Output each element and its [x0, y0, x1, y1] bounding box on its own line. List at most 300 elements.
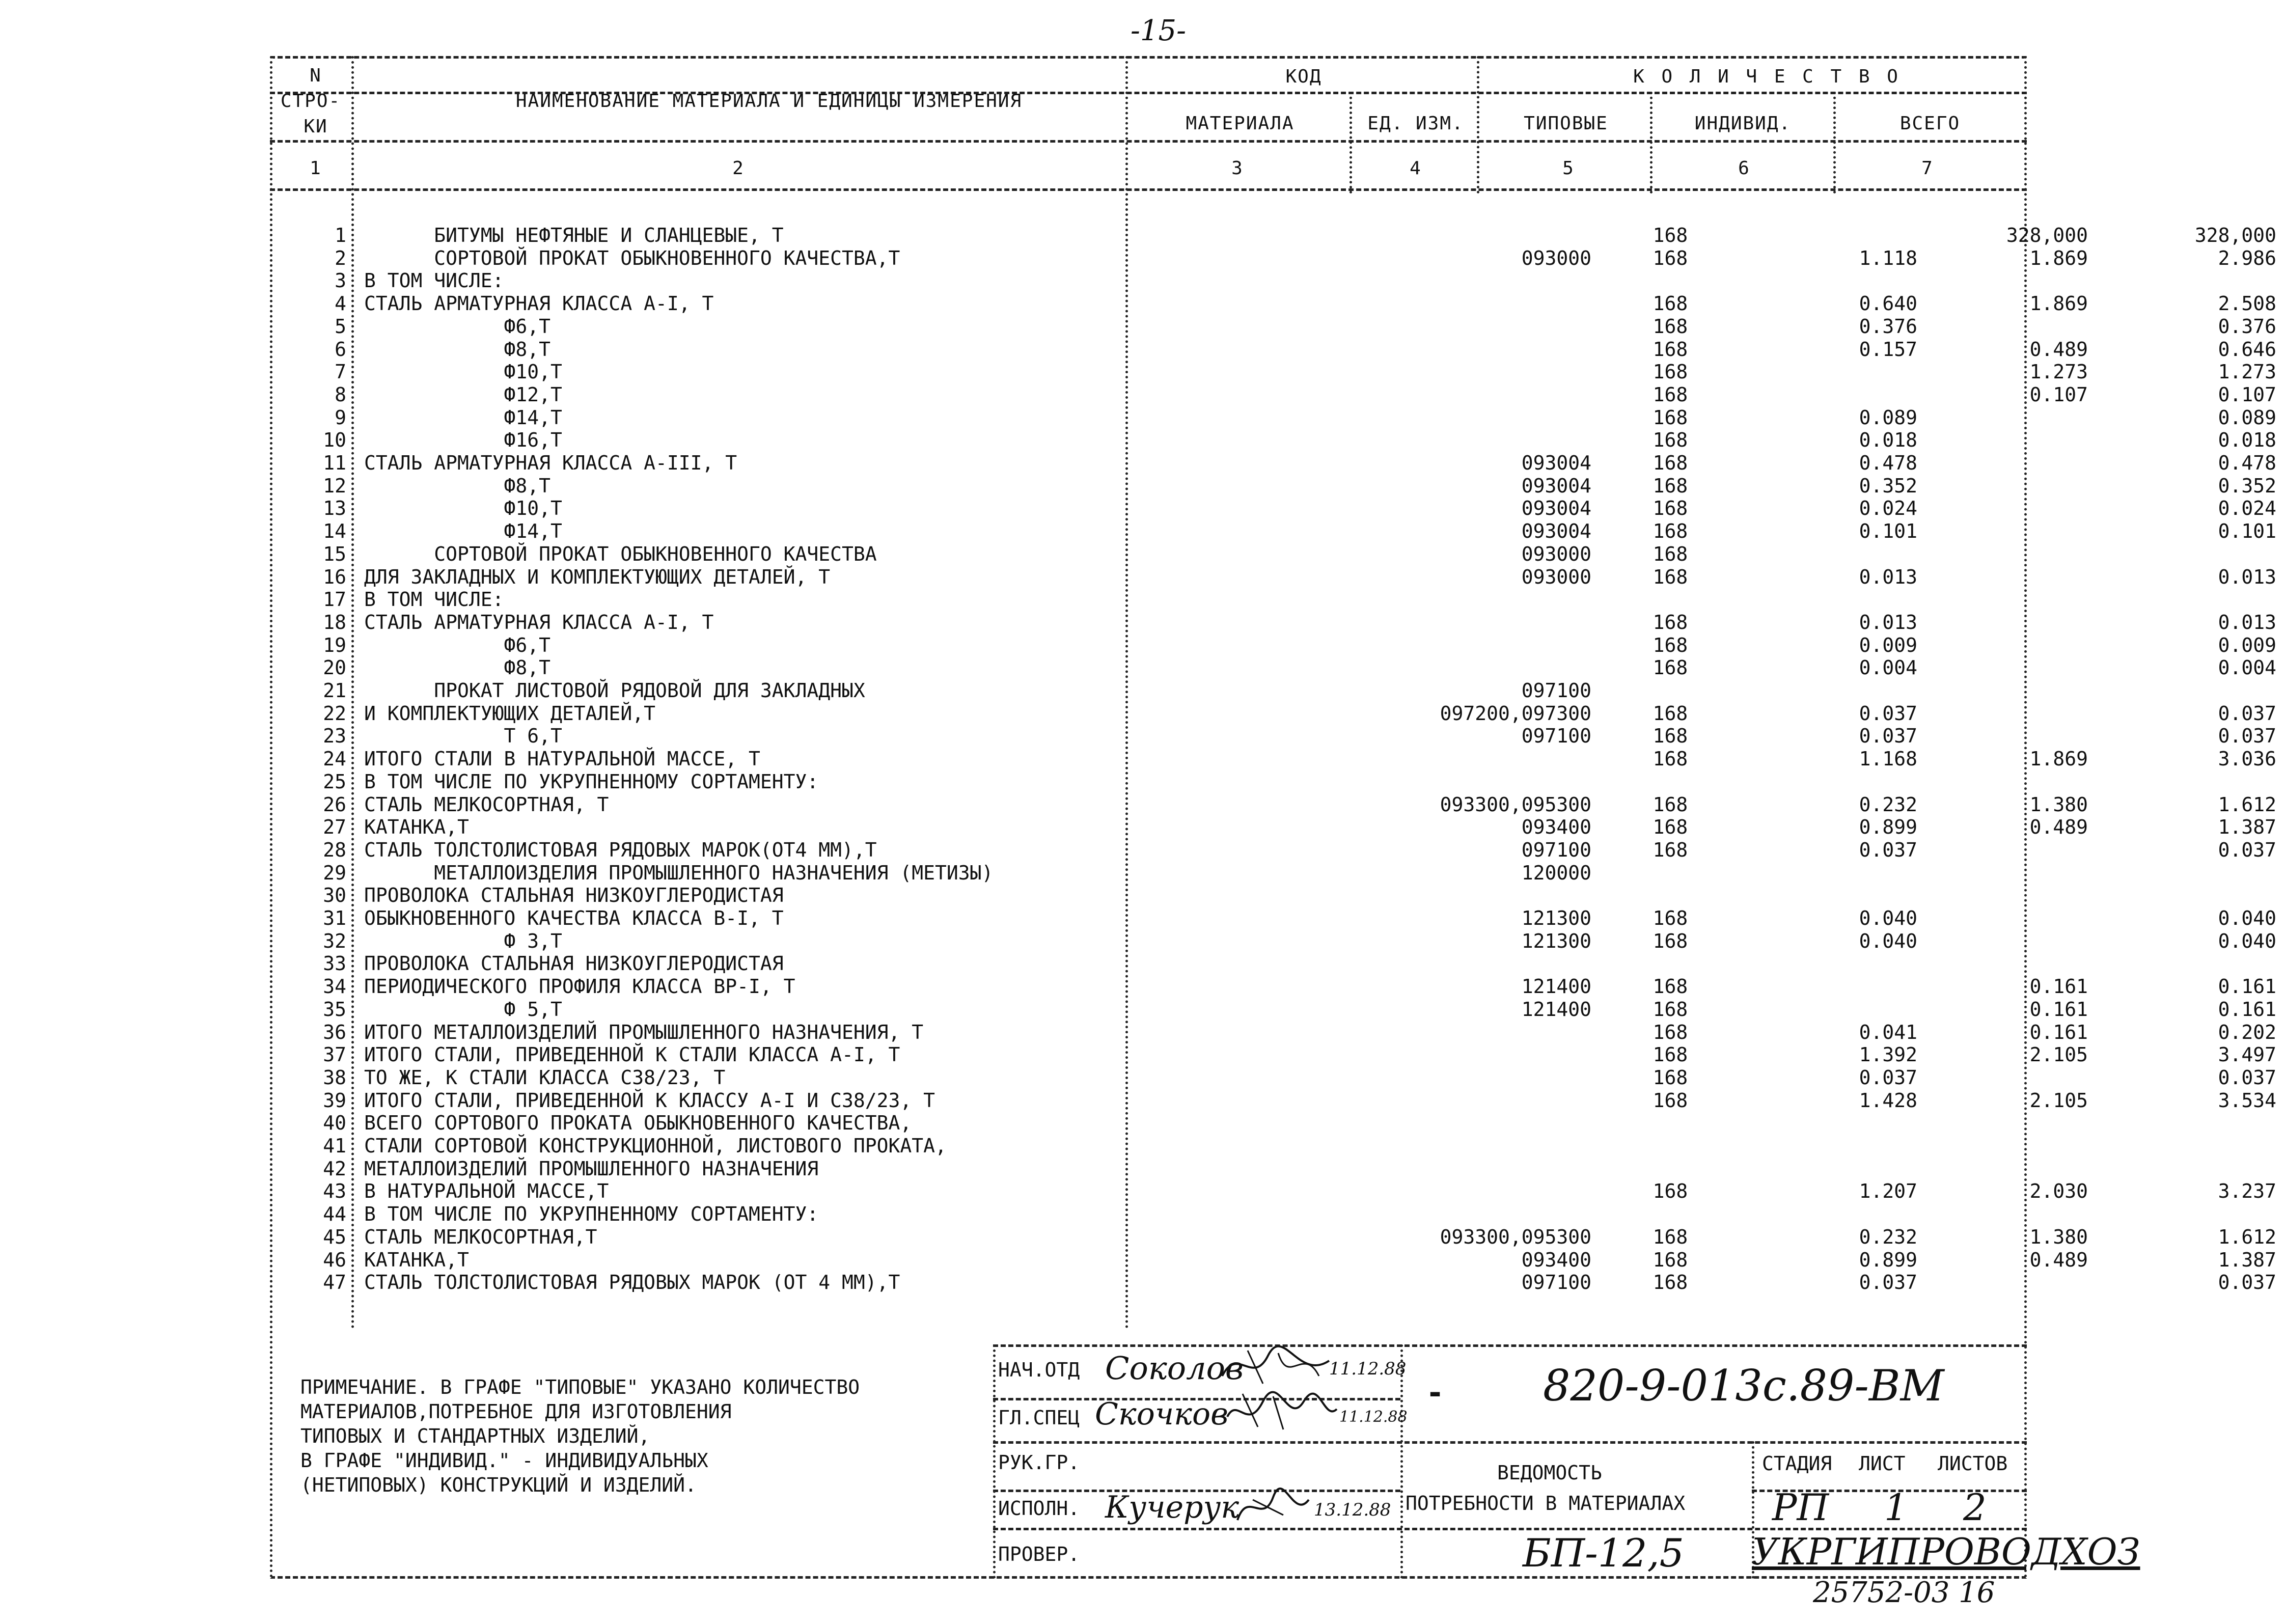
row-number: 31	[323, 907, 346, 929]
row-number: 42	[323, 1157, 346, 1180]
row-name: ОБЫКНОВЕННОГО КАЧЕСТВА КЛАССА В-I, Т	[364, 907, 784, 929]
stamp-rule-top	[993, 1344, 2027, 1347]
row-name: В ТОМ ЧИСЛЕ ПО УКРУПНЕННОМУ СОРТАМЕНТУ:	[364, 770, 819, 793]
row-material-code: 097100	[1521, 1271, 1591, 1294]
row-number: 13	[323, 497, 346, 520]
stamp-role-head: НАЧ.ОТД	[998, 1359, 1080, 1381]
row-name: Ф8,Т	[364, 656, 551, 679]
row-qty-typical: 0.089	[1859, 406, 1917, 429]
row-unit-code: 168	[1652, 1225, 1688, 1248]
row-number: 29	[323, 861, 346, 884]
row-number: 5	[335, 315, 346, 338]
row-material-code: 121400	[1521, 998, 1591, 1021]
row-number: 15	[323, 542, 346, 565]
row-name: СТАЛЬ МЕЛКОСОРТНАЯ,Т	[364, 1225, 597, 1248]
table-row	[270, 952, 2027, 975]
row-name: СТАЛЬ ТОЛСТОЛИСТОВАЯ РЯДОВЫХ МАРОК (ОТ 4 ММ),Т	[364, 1271, 900, 1294]
table-row	[270, 998, 2276, 1021]
table-row	[270, 611, 2276, 634]
row-qty-total: 3.497	[2218, 1043, 2276, 1066]
row-qty-total: 0.037	[2218, 702, 2276, 725]
row-unit-code: 168	[1652, 929, 1688, 952]
row-qty-typical: 1.392	[1859, 1043, 1917, 1066]
row-unit-code: 168	[1652, 656, 1688, 679]
table-row	[270, 406, 2276, 429]
row-number: 25	[323, 770, 346, 793]
row-name: СТАЛЬ АРМАТУРНАЯ КЛАССА А-I, Т	[364, 292, 714, 315]
row-qty-individual: 0.161	[2029, 998, 2088, 1021]
header-qty-typical: ТИПОВЫЕ	[1524, 113, 1608, 134]
row-name: Ф 3,Т	[364, 929, 562, 952]
signature-head	[1217, 1340, 1334, 1391]
row-qty-typical: 0.024	[1859, 497, 1917, 520]
stamp-stage-label: СТАДИЯ	[1762, 1452, 1832, 1475]
row-name: ДЛЯ ЗАКЛАДНЫХ И КОМПЛЕКТУЮЩИХ ДЕТАЛЕЙ, Т	[364, 565, 831, 588]
row-number: 20	[323, 656, 346, 679]
row-qty-individual: 0.489	[2029, 816, 2088, 839]
row-name: Ф 5,Т	[364, 998, 562, 1021]
row-qty-typical: 0.009	[1859, 634, 1917, 656]
row-qty-individual: 1.273	[2029, 361, 2088, 383]
stamp-title-line2: ПОТРЕБНОСТИ В МАТЕРИАЛАХ	[1406, 1492, 1686, 1515]
table-row	[270, 884, 2027, 906]
row-number: 27	[323, 816, 346, 839]
row-material-code: 097100	[1521, 838, 1591, 861]
table-row	[270, 656, 2276, 679]
stamp-sheet-label: ЛИСТ	[1859, 1452, 1906, 1475]
header-colnum-7: 7	[1921, 158, 1934, 179]
stamp-role-executor: ИСПОЛН.	[998, 1497, 1080, 1520]
table-row	[270, 793, 2276, 816]
divider-after-unit	[1477, 56, 1479, 194]
page-number: -15-	[1131, 14, 1187, 47]
stamp-stage-value: РП	[1772, 1486, 1829, 1529]
header-code: КОД	[1285, 66, 1322, 87]
row-qty-typical: 0.037	[1859, 1271, 1917, 1294]
table-row	[270, 862, 2027, 884]
row-qty-typical: 0.232	[1859, 1225, 1917, 1248]
row-name: Ф10,Т	[364, 361, 562, 383]
stamp-rule-2	[993, 1441, 2027, 1444]
stamp-name-head: Соколов	[1105, 1350, 1244, 1387]
row-name: ИТОГО СТАЛИ, ПРИВЕДЕННОЙ К СТАЛИ КЛАССА А-I, Т	[364, 1043, 900, 1066]
table-row	[270, 702, 2276, 725]
table-row	[270, 907, 2276, 929]
table-row	[270, 1248, 2276, 1271]
table-row	[270, 1225, 2276, 1248]
row-qty-typical: 1.207	[1859, 1180, 1917, 1203]
stamp-role-checker: ПРОВЕР.	[998, 1543, 1080, 1565]
row-number: 22	[323, 702, 346, 725]
stamp-name-chief: Скочков	[1095, 1396, 1229, 1432]
row-material-code: 093004	[1521, 452, 1591, 474]
table-row	[270, 383, 2276, 406]
stamp-role-group: РУК.ГР.	[998, 1451, 1080, 1474]
header-colnum-1: 1	[310, 158, 322, 179]
row-qty-typical: 0.040	[1859, 929, 1917, 952]
row-unit-code: 168	[1652, 1248, 1688, 1271]
row-number: 21	[323, 679, 346, 702]
row-qty-typical: 0.013	[1859, 565, 1917, 588]
row-qty-total: 0.202	[2218, 1021, 2276, 1043]
row-number: 12	[323, 474, 346, 497]
row-name: Ф8,Т	[364, 474, 551, 497]
row-unit-code: 168	[1652, 383, 1688, 406]
row-name: Ф14,Т	[364, 520, 562, 543]
table-row	[270, 588, 2027, 611]
row-unit-code: 168	[1652, 838, 1688, 861]
header-stro: СТРО-	[280, 91, 341, 112]
table-row	[270, 1135, 2027, 1157]
row-unit-code: 168	[1652, 748, 1688, 770]
row-qty-total: 1.612	[2218, 1225, 2276, 1248]
table-row	[270, 429, 2276, 452]
signature-executor	[1232, 1484, 1314, 1530]
document-code: 820-9-013с.89-ВМ	[1543, 1361, 1944, 1411]
row-material-code: 121300	[1521, 929, 1591, 952]
row-name: ПЕРИОДИЧЕСКОГО ПРОФИЛЯ КЛАССА ВР-I, Т	[364, 975, 795, 998]
row-qty-total: 0.018	[2218, 429, 2276, 452]
row-unit-code: 168	[1652, 702, 1688, 725]
row-qty-total: 3.534	[2218, 1089, 2276, 1112]
row-material-code: 093400	[1521, 1248, 1591, 1271]
header-rule-bottom	[270, 140, 2027, 143]
row-qty-total: 1.612	[2218, 793, 2276, 816]
header-name: НАИМЕНОВАНИЕ МАТЕРИАЛА И ЕДИНИЦЫ ИЗМЕРЕНИЯ	[515, 91, 1023, 112]
table-row	[270, 338, 2276, 361]
signature-chief	[1222, 1386, 1339, 1437]
row-qty-typical: 1.168	[1859, 748, 1917, 770]
row-qty-total: 0.009	[2218, 634, 2276, 656]
row-name: СТАЛИ СОРТОВОЙ КОНСТРУКЦИОННОЙ, ЛИСТОВОГО ПРОКАТА,	[364, 1135, 947, 1157]
row-number: 26	[323, 793, 346, 816]
row-name: МЕТАЛЛОИЗДЕЛИЙ ПРОМЫШЛЕННОГО НАЗНАЧЕНИЯ	[364, 1157, 819, 1180]
row-qty-total: 0.024	[2218, 497, 2276, 520]
row-number: 23	[323, 725, 346, 748]
row-name: БИТУМЫ НЕФТЯНЫЕ И СЛАНЦЕВЫЕ, Т	[364, 224, 784, 246]
row-qty-typical: 0.101	[1859, 520, 1917, 543]
row-unit-code: 168	[1652, 474, 1688, 497]
row-qty-total: 0.646	[2218, 338, 2276, 361]
table-row	[270, 452, 2276, 474]
table-row	[270, 315, 2276, 338]
table-row	[270, 679, 2027, 702]
table-row	[270, 975, 2276, 998]
row-qty-individual: 0.161	[2029, 975, 2088, 998]
row-number: 11	[323, 452, 346, 474]
row-number: 46	[323, 1248, 346, 1271]
row-qty-typical: 0.037	[1859, 725, 1917, 748]
row-material-code: 093300,095300	[1440, 1225, 1591, 1248]
row-name: Ф6,Т	[364, 634, 551, 656]
row-unit-code: 168	[1652, 565, 1688, 588]
row-qty-total: 1.387	[2218, 816, 2276, 839]
row-unit-code: 168	[1652, 793, 1688, 816]
archive-number: 25752-03 16	[1813, 1576, 1995, 1609]
row-unit-code: 168	[1652, 246, 1688, 269]
row-qty-individual: 0.489	[2029, 1248, 2088, 1271]
row-qty-total: 0.089	[2218, 406, 2276, 429]
row-number: 7	[335, 361, 346, 383]
row-qty-total: 3.036	[2218, 748, 2276, 770]
row-unit-code: 168	[1652, 998, 1688, 1021]
row-unit-code: 168	[1652, 224, 1688, 246]
row-number: 19	[323, 634, 346, 656]
row-qty-total: 0.161	[2218, 975, 2276, 998]
row-unit-code: 168	[1652, 406, 1688, 429]
row-name: ТО ЖЕ, К СТАЛИ КЛАССА С38/23, Т	[364, 1066, 726, 1089]
row-qty-typical: 0.037	[1859, 838, 1917, 861]
row-name: Ф14,Т	[364, 406, 562, 429]
row-material-code: 093004	[1521, 497, 1591, 520]
table-row	[270, 520, 2276, 543]
row-name: ИТОГО СТАЛИ, ПРИВЕДЕННОЙ К КЛАССУ А-I И С38/23, Т	[364, 1089, 935, 1112]
table-row	[270, 1043, 2276, 1066]
stamp-organization: УКРГИПРОВОДХОЗ	[1752, 1530, 2140, 1573]
row-number: 43	[323, 1180, 346, 1203]
row-unit-code: 168	[1652, 816, 1688, 839]
row-qty-total: 3.237	[2218, 1180, 2276, 1203]
table-row	[270, 1066, 2276, 1089]
table-row	[270, 1180, 2276, 1203]
row-number: 37	[323, 1043, 346, 1066]
row-number: 34	[323, 975, 346, 998]
row-name: ВСЕГО СОРТОВОГО ПРОКАТА ОБЫКНОВЕННОГО КАЧЕСТВА,	[364, 1112, 912, 1135]
row-number: 6	[335, 338, 346, 361]
header-ki: КИ	[304, 116, 328, 137]
row-number: 3	[335, 269, 346, 292]
row-material-code: 093000	[1521, 565, 1591, 588]
stamp-date-head: 11.12.88	[1329, 1359, 1407, 1379]
table-row	[270, 838, 2276, 861]
row-number: 8	[335, 383, 346, 406]
row-name: КАТАНКА,Т	[364, 1248, 469, 1271]
header-colnum-6: 6	[1738, 158, 1750, 179]
row-name: Ф6,Т	[364, 315, 551, 338]
row-name: МЕТАЛЛОИЗДЕЛИЯ ПРОМЫШЛЕННОГО НАЗНАЧЕНИЯ (МЕТИЗЫ)	[364, 861, 994, 884]
row-qty-typical: 0.157	[1859, 338, 1917, 361]
row-name: В ТОМ ЧИСЛЕ:	[364, 269, 504, 292]
stamp-date-chief: 11.12.88	[1339, 1408, 1408, 1426]
table-row	[270, 1203, 2027, 1225]
row-name: Ф10,Т	[364, 497, 562, 520]
header-code-material: МАТЕРИАЛА	[1186, 113, 1295, 134]
stamp-object: БП-12,5	[1523, 1530, 1685, 1576]
row-qty-total: 0.040	[2218, 929, 2276, 952]
row-qty-typical: 0.013	[1859, 611, 1917, 634]
row-qty-total: 0.040	[2218, 907, 2276, 929]
row-name: Ф8,Т	[364, 338, 551, 361]
stamp-sheets-label: ЛИСТОВ	[1938, 1452, 2008, 1475]
stamp-role-chief: ГЛ.СПЕЦ	[998, 1407, 1080, 1429]
row-unit-code: 168	[1652, 542, 1688, 565]
stamp-dash: -	[1426, 1375, 1445, 1411]
row-number: 41	[323, 1135, 346, 1157]
table-row	[270, 1158, 2027, 1180]
row-number: 45	[323, 1225, 346, 1248]
row-number: 2	[335, 246, 346, 269]
row-qty-typical: 0.004	[1859, 656, 1917, 679]
row-qty-individual: 2.030	[2029, 1180, 2088, 1203]
row-qty-typical: 0.041	[1859, 1021, 1917, 1043]
row-qty-total: 0.376	[2218, 315, 2276, 338]
stamp-divider-mid	[1400, 1344, 1403, 1579]
row-unit-code: 168	[1652, 634, 1688, 656]
row-number: 24	[323, 748, 346, 770]
row-name: СОРТОВОЙ ПРОКАТ ОБЫКНОВЕННОГО КАЧЕСТВА	[364, 542, 877, 565]
row-material-code: 097100	[1521, 725, 1591, 748]
row-unit-code: 168	[1652, 497, 1688, 520]
row-qty-total: 1.387	[2218, 1248, 2276, 1271]
row-qty-total: 0.161	[2218, 998, 2276, 1021]
row-number: 33	[323, 952, 346, 975]
row-unit-code: 168	[1652, 975, 1688, 998]
row-number: 16	[323, 565, 346, 588]
row-number: 47	[323, 1271, 346, 1294]
table-row	[270, 543, 2027, 565]
row-name: СТАЛЬ АРМАТУРНАЯ КЛАССА А-I, Т	[364, 611, 714, 634]
table-row	[270, 770, 2027, 793]
row-unit-code: 168	[1652, 1043, 1688, 1066]
table-row	[270, 565, 2276, 588]
row-qty-total: 0.013	[2218, 565, 2276, 588]
row-qty-typical: 0.040	[1859, 907, 1917, 929]
row-qty-typical: 0.037	[1859, 702, 1917, 725]
table-row	[270, 224, 2276, 246]
row-qty-total: 1.273	[2218, 361, 2276, 383]
row-qty-typical: 0.376	[1859, 315, 1917, 338]
row-qty-individual: 0.489	[2029, 338, 2088, 361]
row-qty-total: 0.037	[2218, 1066, 2276, 1089]
row-qty-typical: 0.478	[1859, 452, 1917, 474]
row-number: 14	[323, 520, 346, 543]
row-name: Ф12,Т	[364, 383, 562, 406]
row-unit-code: 168	[1652, 338, 1688, 361]
row-name: В НАТУРАЛЬНОЙ МАССЕ,Т	[364, 1180, 609, 1203]
row-unit-code: 168	[1652, 292, 1688, 315]
row-name: СТАЛЬ МЕЛКОСОРТНАЯ, Т	[364, 793, 609, 816]
row-qty-total: 0.037	[2218, 838, 2276, 861]
row-qty-individual: 0.107	[2029, 383, 2088, 406]
row-number: 40	[323, 1112, 346, 1135]
row-qty-individual: 1.380	[2029, 1225, 2088, 1248]
table-row	[270, 474, 2276, 497]
row-qty-individual: 1.869	[2029, 748, 2088, 770]
table-row	[270, 292, 2276, 315]
row-qty-typical: 0.899	[1859, 1248, 1917, 1271]
row-qty-typical: 1.118	[1859, 246, 1917, 269]
header-colnum-3: 3	[1231, 158, 1244, 179]
row-qty-total: 0.107	[2218, 383, 2276, 406]
stamp-title-line1: ВЕДОМОСТЬ	[1497, 1462, 1602, 1484]
row-name: В ТОМ ЧИСЛЕ:	[364, 588, 504, 611]
table-row	[270, 1112, 2027, 1134]
table-row	[270, 246, 2276, 269]
row-unit-code: 168	[1652, 361, 1688, 383]
row-number: 39	[323, 1089, 346, 1112]
row-name: КАТАНКА,Т	[364, 816, 469, 839]
row-unit-code: 168	[1652, 315, 1688, 338]
row-number: 38	[323, 1066, 346, 1089]
divider-after-typical	[1650, 92, 1652, 194]
row-material-code: 097100	[1521, 679, 1591, 702]
row-name: ПРОКАТ ЛИСТОВОЙ РЯДОВОЙ ДЛЯ ЗАКЛАДНЫХ	[364, 679, 865, 702]
table-row	[270, 748, 2276, 770]
row-number: 4	[335, 292, 346, 315]
row-name: ИТОГО МЕТАЛЛОИЗДЕЛИЙ ПРОМЫШЛЕННОГО НАЗНАЧЕНИЯ, Т	[364, 1021, 924, 1043]
stamp-sheet-value: 1	[1884, 1486, 1908, 1529]
table-row	[270, 816, 2276, 839]
row-qty-typical: 0.352	[1859, 474, 1917, 497]
row-material-code: 121400	[1521, 975, 1591, 998]
row-unit-code: 168	[1652, 452, 1688, 474]
header-colnum-4: 4	[1410, 158, 1422, 179]
row-name: СТАЛЬ АРМАТУРНАЯ КЛАССА А-III, Т	[364, 452, 737, 474]
row-qty-total: 0.478	[2218, 452, 2276, 474]
row-qty-typical: 1.428	[1859, 1089, 1917, 1112]
row-unit-code: 168	[1652, 520, 1688, 543]
table-row	[270, 1089, 2276, 1112]
row-material-code: 120000	[1521, 861, 1591, 884]
row-name: ИТОГО СТАЛИ В НАТУРАЛЬНОЙ МАССЕ, Т	[364, 748, 760, 770]
header-colnum-2: 2	[732, 158, 745, 179]
header-colnum-5: 5	[1562, 158, 1575, 179]
row-qty-total: 0.013	[2218, 611, 2276, 634]
row-qty-individual: 0.161	[2029, 1021, 2088, 1043]
row-material-code: 093004	[1521, 520, 1591, 543]
row-unit-code: 168	[1652, 1066, 1688, 1089]
row-number: 18	[323, 611, 346, 634]
header-qty-individual: ИНДИВИД.	[1694, 113, 1792, 134]
row-qty-typical: 0.640	[1859, 292, 1917, 315]
table-row	[270, 634, 2276, 656]
row-qty-individual: 2.105	[2029, 1043, 2088, 1066]
row-qty-total: 0.352	[2218, 474, 2276, 497]
header-n: N	[310, 65, 322, 86]
header-quantity: К О Л И Ч Е С Т В О	[1633, 66, 1901, 87]
row-unit-code: 168	[1652, 725, 1688, 748]
row-name: Т 6,Т	[364, 725, 562, 748]
row-number: 10	[323, 429, 346, 452]
row-qty-total: 0.004	[2218, 656, 2276, 679]
row-qty-individual: 2.105	[2029, 1089, 2088, 1112]
row-unit-code: 168	[1652, 1021, 1688, 1043]
row-qty-total: 328,000	[2194, 224, 2276, 246]
row-number: 36	[323, 1021, 346, 1043]
row-qty-typical: 0.899	[1859, 816, 1917, 839]
divider-after-code	[1349, 92, 1352, 194]
table-row	[270, 1271, 2276, 1294]
table-row	[270, 1021, 2276, 1043]
header-code-unit: ЕД. ИЗМ.	[1367, 113, 1464, 134]
row-number: 30	[323, 884, 346, 907]
row-name: ПРОВОЛОКА СТАЛЬНАЯ НИЗКОУГЛЕРОДИСТАЯ	[364, 952, 784, 975]
table-row	[270, 929, 2276, 952]
stamp-sheets-value: 2	[1963, 1486, 1987, 1529]
row-qty-typical: 0.018	[1859, 429, 1917, 452]
row-unit-code: 168	[1652, 1089, 1688, 1112]
row-name: ПРОВОЛОКА СТАЛЬНАЯ НИЗКОУГЛЕРОДИСТАЯ	[364, 884, 784, 907]
row-qty-individual: 1.869	[2029, 292, 2088, 315]
table-row	[270, 497, 2276, 520]
row-qty-total: 0.037	[2218, 1271, 2276, 1294]
row-qty-individual: 1.380	[2029, 793, 2088, 816]
stamp-divider-left	[993, 1344, 996, 1579]
row-qty-typical: 0.232	[1859, 793, 1917, 816]
stamp-date-executor: 13.12.88	[1314, 1500, 1391, 1520]
header-rule-numbers	[270, 188, 2027, 191]
row-qty-total: 2.986	[2218, 246, 2276, 269]
